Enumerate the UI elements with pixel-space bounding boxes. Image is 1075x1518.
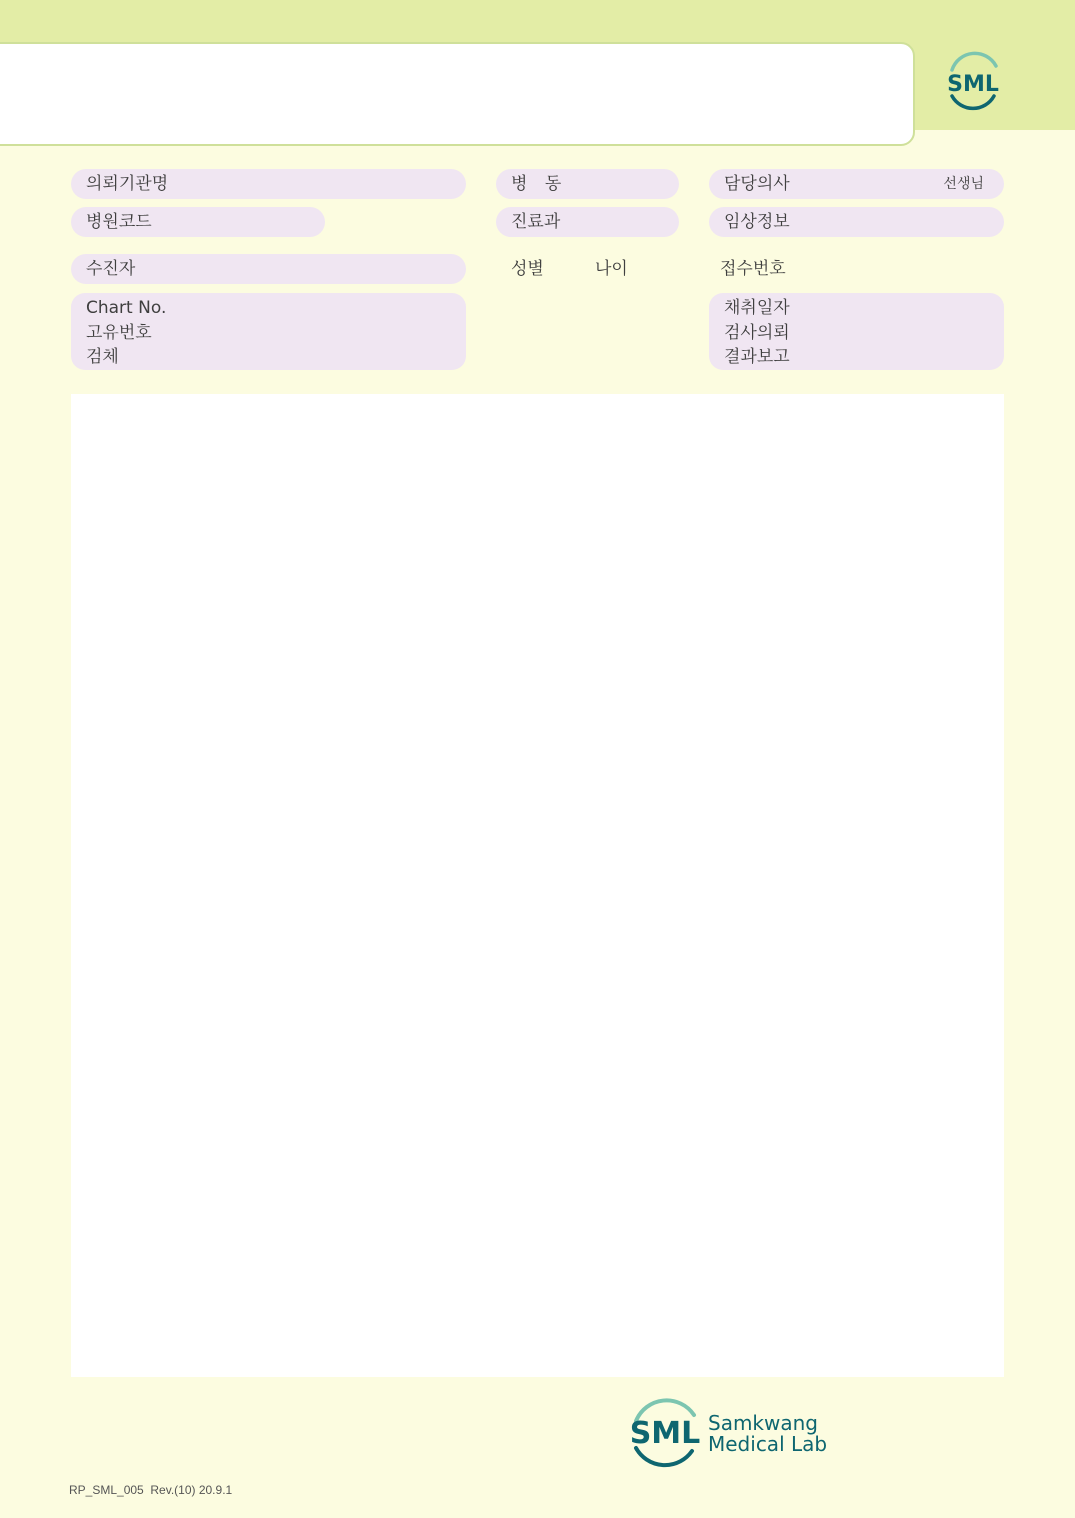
samkwang-logo — [628, 1393, 828, 1473]
sml-logo-icon — [940, 48, 1006, 114]
report-content-area — [71, 394, 1004, 1377]
logo-mark-top: SML — [947, 72, 999, 97]
clinical-info-label: 임상정보 — [724, 212, 790, 232]
doctor-field — [709, 169, 1004, 199]
logo-line2: Medical Lab — [708, 1432, 828, 1456]
specimen-label: 검체 — [86, 347, 119, 367]
test-request-label: 검사의뢰 — [724, 322, 790, 343]
institution-field — [71, 169, 466, 199]
sex-label: 성별 — [511, 259, 544, 279]
ward-label: 병 동 — [511, 174, 562, 194]
form-code: RP_SML_005 Rev.(10) 20.9.1 — [69, 1483, 233, 1497]
result-report-label: 결과보고 — [724, 347, 790, 367]
doctor-label: 담당의사 — [724, 174, 790, 194]
receipt-no-label: 접수번호 — [720, 259, 786, 279]
logo-line1: Samkwang — [708, 1411, 818, 1435]
date-info-box — [709, 293, 1004, 370]
title-panel — [0, 42, 915, 146]
department-label: 진료과 — [511, 212, 561, 232]
department-field — [496, 207, 679, 237]
logo-mark-bottom: SML — [629, 1416, 701, 1451]
doctor-suffix: 선생님 — [943, 176, 984, 192]
patient-field — [71, 254, 466, 284]
institution-label: 의뢰기관명 — [86, 174, 169, 194]
hospital-code-label: 병원코드 — [86, 212, 152, 232]
age-label: 나이 — [595, 259, 628, 279]
ward-field — [496, 169, 679, 199]
clinical-info-field — [709, 207, 1004, 237]
collection-date-label: 채취일자 — [724, 298, 790, 318]
hospital-code-field — [71, 207, 325, 237]
chart-info-box — [71, 293, 466, 370]
chart-no-label: Chart No. — [86, 298, 167, 318]
patient-label: 수진자 — [86, 259, 136, 279]
unique-no-label: 고유번호 — [86, 322, 152, 343]
